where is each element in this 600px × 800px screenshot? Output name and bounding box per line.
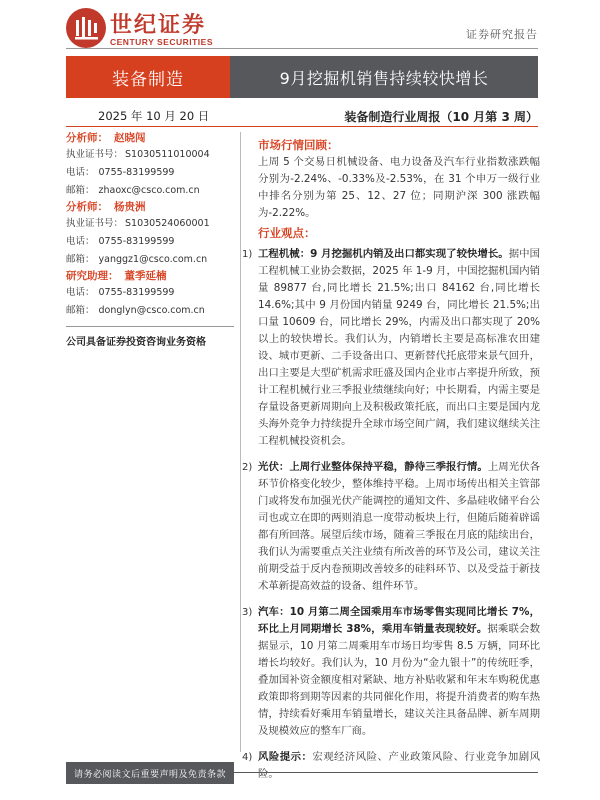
market-review-text: 上周 5 个交易日机械设备、电力设备及汽车行业指数涨跌幅分别为-2.24%、-0.33%及-2.53%，在 31 个申万一级行业中排名分别为第 25、12、27 位；同期沪深 300 涨跌幅为-2.22%。 (258, 156, 540, 219)
item-body: 宏观经济风险、产业政策风险、行业竞争加剧风险。 (258, 751, 541, 780)
analyst-block (66, 131, 234, 200)
analyst-sidebar (66, 131, 234, 348)
doc-type-label: 证券研究报告 (466, 28, 538, 41)
disclaimer-footer: 请务必阅读文后重要声明及免责条款 (66, 762, 234, 784)
tel-label: 电话： (66, 287, 95, 298)
tel-number: 0755-83199599 (98, 287, 175, 298)
report-date: 2025 年 10 月 20 日 (98, 109, 210, 123)
tel-number: 0755-83199599 (98, 167, 175, 178)
cert-label: 执业证书号： (66, 218, 124, 229)
assistant-role (66, 269, 234, 284)
report-headline: 9月挖掘机销售持续较快增长 (230, 56, 538, 98)
item-body: 上周光伏各环节价格变化较少，整体维持平稳。上周市场传出相关主管部门或将发布加强光伏产能调控的通知文件、多晶硅收储平台公司也或立在即的两则消息一度带动板块上行，但随后随着辟谣都有所回落。展望后续市场，随着三季报在月底的陆续出台，我们认为需要重点关注业绩有所改善的环节及公司，建议关注前期受益于反内卷预期改善较多的硅料环节、以及受益于新技术革新提高效益的设备、组件环节。 (258, 461, 541, 592)
item-number: 2) (242, 462, 253, 473)
report-type: 装备制造行业周报（10 月第 3 周） (344, 110, 538, 124)
logo-english-name: CENTURY SECURITIES (110, 37, 213, 47)
email-link[interactable]: zhaoxc@csco.com.cn (98, 185, 200, 196)
tel-label: 电话： (66, 167, 95, 178)
mail-label: 邮箱： (66, 254, 95, 265)
analyst-role (66, 131, 234, 146)
view-item-risk (242, 749, 541, 783)
role-label: 分析师： (66, 132, 108, 144)
view-item-photovoltaic (242, 459, 541, 595)
cert-line (66, 146, 234, 164)
analyst-role (66, 200, 234, 215)
view-item-automobile (242, 604, 540, 740)
cert-number: S1030511010004 (125, 149, 210, 160)
market-review-title: 市场行情回顾： (258, 138, 339, 152)
item-number: 4) (242, 752, 253, 763)
item-headline: 工程机械：9 月挖掘机内销及出口都实现了较快增长。 (258, 248, 509, 260)
qualification-statement: 公司具备证券投资咨询业务资格 (66, 326, 234, 348)
mail-label: 邮箱： (66, 185, 95, 196)
assistant-block (66, 269, 234, 320)
cert-number: S1030524060001 (125, 218, 210, 229)
email-link[interactable]: yanggz1@csco.com.cn (98, 254, 208, 265)
column-divider (240, 132, 241, 752)
footer-divider (234, 772, 538, 773)
company-logo (66, 8, 236, 52)
item-headline: 风险提示： (258, 751, 313, 763)
tel-label: 电话： (66, 236, 95, 247)
item-body: 据中国工程机械工业协会数据，2025 年 1-9 月，中国挖掘机国内销量 89877 台,同比增长 21.5%;出口 84162 台,同比增长 14.6%;其中 9 月份国内销量 9249 台，同比增长 21.5%;出口量 10609 台，同比增长 29%，内需及出口都实现了 20%以上的较快增长。我们认为，内销增长主要是高标准农田建设、城市更新、二手设备出口、更新替代托底带来景气回升，出口主要是大型矿机需求旺盛及国内企业市占率提升所致，预计工程机械行业三季报业绩继续向好；中长期看，内需主要是存量设备更新周期向上及积极政策托底，而出口主要是国内龙头海外竞争力持续提升全球市场空间广阔，我们建议继续关注工程机械投资机会。 (258, 248, 540, 447)
role-label: 研究助理： (66, 270, 119, 282)
logo-emblem-icon (66, 8, 106, 48)
analyst-name: 赵晓闯 (114, 132, 146, 144)
mail-line (66, 302, 234, 320)
tel-line (66, 284, 234, 302)
analyst-block (66, 200, 234, 269)
item-headline: 汽车：10 月第二周全国乘用车市场零售实现同比增长 7%，环比上月同期增长 38%，乘用车销量表现较好。 (258, 606, 540, 635)
tel-line (66, 164, 234, 182)
cert-line (66, 215, 234, 233)
tel-line (66, 233, 234, 251)
item-body: 据乘联会数据显示，10 月第二周乘用车市场日均零售 8.5 万辆，同环比增长均较好。我们认为，10 月份为“金九银十”的传统旺季，叠加国补资金额度相对紧缺、地方补贴收紧和年末车购税优惠政策即将到期等因素的共同催化作用，将提升消费者的购车热情，持续看好乘用车销量增长，建议关注具备品牌、新车周期及规模效应的整车厂商。 (258, 623, 540, 737)
item-headline: 光伏：上周行业整体保持平稳，静待三季报行情。 (258, 461, 488, 473)
role-label: 分析师： (66, 201, 108, 213)
sub-header-divider (66, 126, 538, 127)
tel-number: 0755-83199599 (98, 236, 175, 247)
cert-label: 执业证书号： (66, 149, 124, 160)
item-number: 1) (242, 249, 253, 260)
mail-label: 邮箱： (66, 305, 95, 316)
view-item-machinery (242, 246, 540, 450)
item-number: 3) (242, 607, 253, 618)
analyst-name: 杨贵洲 (114, 201, 146, 213)
main-content (242, 136, 541, 783)
assistant-name: 董季延楠 (124, 270, 167, 282)
mail-line (66, 251, 234, 269)
title-banner (66, 56, 538, 98)
header-divider (66, 48, 538, 49)
industry-views-title: 行业观点： (258, 226, 316, 240)
logo-chinese-name: 世纪证券 (110, 13, 207, 38)
email-link[interactable]: donglyn@csco.com.cn (98, 305, 205, 316)
sector-label: 装备制造 (66, 56, 230, 98)
mail-line (66, 182, 234, 200)
